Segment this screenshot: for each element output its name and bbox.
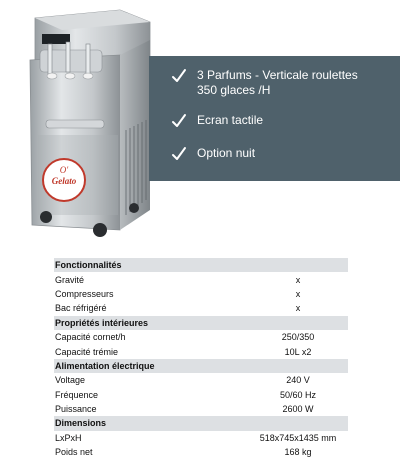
spec-value: 10L x2	[284, 346, 312, 357]
table-row	[54, 402, 348, 416]
feature-text: 3 Parfums - Verticale roulettes	[197, 68, 358, 82]
feature-text: Ecran tactile	[197, 113, 264, 127]
spec-value: 50/60 Hz	[279, 389, 317, 400]
spec-label: Capacité trémie	[55, 346, 119, 357]
spec-label: Capacité cornet/h	[55, 332, 126, 343]
spec-value: 2600 W	[282, 404, 314, 415]
section-title: Fonctionnalités	[54, 258, 348, 272]
section-header-row	[54, 316, 348, 330]
ice-cream-machine-image	[10, 0, 160, 245]
table-row	[54, 272, 348, 286]
section-header-row	[54, 416, 348, 430]
table-row	[54, 287, 348, 301]
spec-value: 250/350	[281, 332, 315, 343]
spec-label: Fréquence	[55, 389, 99, 400]
logo-text-top: O'	[59, 165, 69, 175]
features-panel	[149, 56, 400, 181]
spec-label: LxPxH	[55, 432, 82, 443]
spec-label: Compresseurs	[55, 288, 114, 299]
spec-value: x	[295, 288, 301, 299]
section-header-row	[54, 258, 348, 272]
spec-value: 240 V	[286, 375, 310, 386]
feature-subtext: 350 glaces /H	[197, 83, 271, 97]
table-row	[54, 373, 348, 387]
section-title: Dimensions	[54, 416, 348, 430]
section-header-row	[54, 359, 348, 373]
feature-text: Option nuit	[197, 146, 256, 160]
spec-value: x	[295, 274, 301, 285]
spec-label: Gravité	[55, 274, 85, 285]
spec-value: x	[295, 303, 301, 314]
spec-label: Voltage	[55, 375, 86, 386]
check-icon	[171, 113, 187, 129]
check-icon	[171, 146, 187, 162]
table-row	[54, 344, 348, 358]
spec-label: Bac réfrigéré	[55, 303, 107, 314]
section-title: Propriétés intérieures	[54, 316, 348, 330]
table-row	[54, 330, 348, 344]
table-row	[54, 445, 348, 459]
spec-label: Poids net	[55, 447, 93, 458]
gelato-logo	[42, 158, 86, 202]
section-title: Alimentation électrique	[54, 359, 348, 373]
specs-table	[54, 258, 348, 459]
spec-value: 168 kg	[284, 447, 312, 458]
logo-text-main: Gelato	[51, 176, 77, 186]
table-row	[54, 388, 348, 402]
table-row	[54, 431, 348, 445]
spec-value: 518x745x1435 mm	[259, 432, 337, 443]
spec-label: Puissance	[55, 404, 97, 415]
check-icon	[171, 68, 187, 84]
table-row	[54, 301, 348, 315]
